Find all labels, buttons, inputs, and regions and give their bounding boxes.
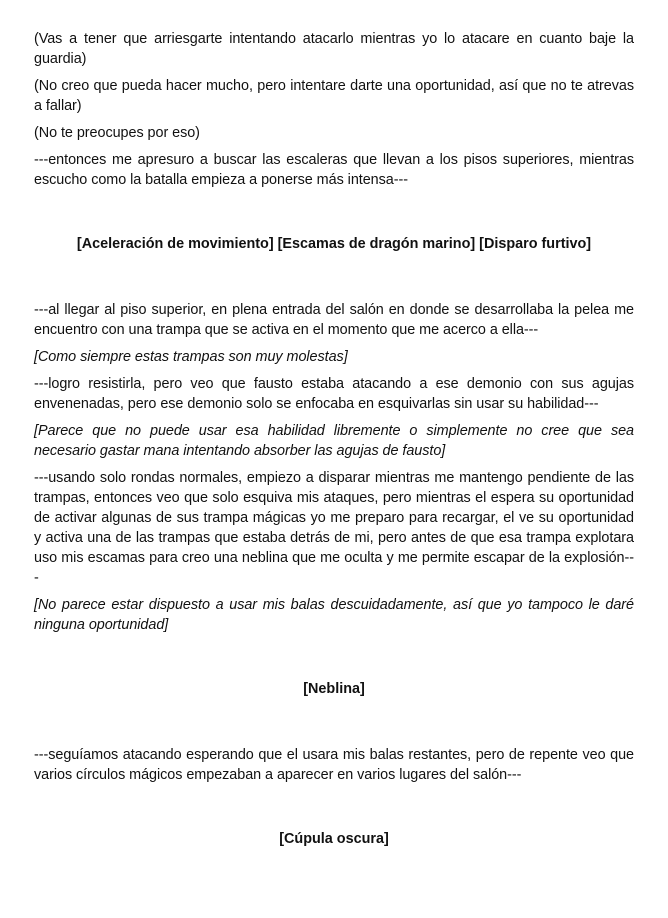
skill-heading: [Neblina]: [303, 681, 365, 697]
skill-heading: [Cúpula oscura]: [279, 831, 389, 847]
thought-paragraph: [No parece estar dispuesto a usar mis balas descuidadamente, así que yo tampoco le daré ninguna oportunidad]: [34, 597, 634, 633]
paragraph: (Vas a tener que arriesgarte intentando atacarlo mientras yo lo atacare en cuanto baje la guardia): [34, 31, 634, 67]
paragraph-group-3: [34, 745, 634, 785]
paragraph: ---logro resistirla, pero veo que fausto estaba atacando a ese demonio con sus agujas envenenadas, pero ese demonio solo se enfocaba en esquivarlas sin usar su habilidad---: [34, 376, 634, 412]
paragraph: ---seguíamos atacando esperando que el usara mis balas restantes, pero de repente veo que varios círculos mágicos empezaban a aparecer en varios lugares del salón---: [34, 747, 634, 783]
paragraph: ---al llegar al piso superior, en plena entrada del salón en donde se desarrollaba la pelea me encuentro con una trampa que se activa en el momento que me acerco a ella---: [34, 302, 634, 338]
paragraph: ---usando solo rondas normales, empiezo a disparar mientras me mantengo pendiente de las trampas, entonces veo que solo esquiva mis ataques, pero mientras el espera su oportunidad de activar algunas de sus trampa mágicas yo me preparo para recargar, el ve su oportunidad y activa una de las trampas que estaba detrás de mi, pero antes de que esa trampa explotara uso mis escamas para creo una neblina que me oculta y me permite escapar de la explosión---: [34, 470, 634, 586]
thought-paragraph: [Parece que no puede usar esa habilidad libremente o simplemente no cree que sea necesario gastar mana intentando absorber las agujas de fausto]: [34, 423, 634, 459]
paragraph-group-2: [34, 300, 634, 635]
document-page: [34, 29, 634, 849]
skill-heading: [Aceleración de movimiento] [Escamas de dragón marino] [Disparo furtivo]: [76, 236, 592, 252]
paragraph-group-1: [34, 29, 634, 190]
paragraph: (No creo que pueda hacer mucho, pero intentare darte una oportunidad, así que no te atrevas a fallar): [34, 78, 634, 114]
thought-paragraph: [Como siempre estas trampas son muy molestas]: [34, 349, 348, 365]
paragraph: ---entonces me apresuro a buscar las escaleras que llevan a los pisos superiores, mientras escucho como la batalla empieza a ponerse más intensa---: [34, 152, 634, 188]
paragraph: (No te preocupes por eso): [34, 125, 200, 141]
